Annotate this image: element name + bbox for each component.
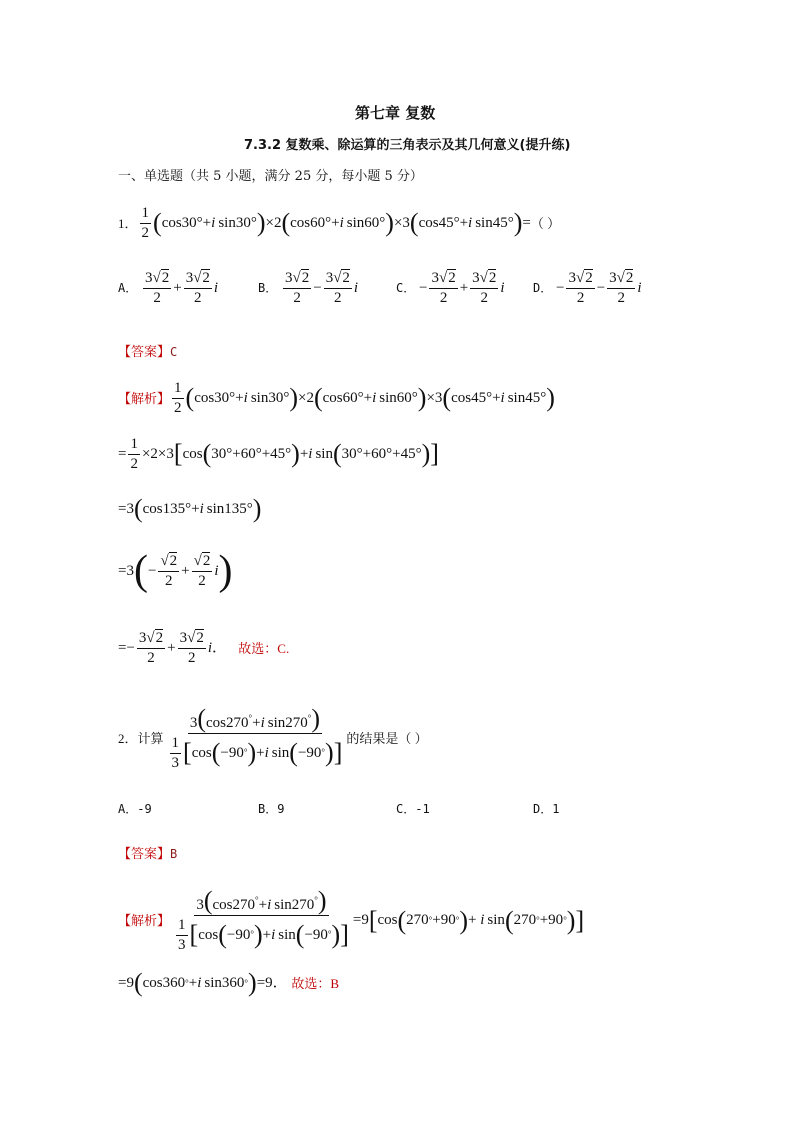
answer-line-1 bbox=[118, 341, 177, 360]
conclusion: 故选：C. bbox=[238, 640, 290, 656]
analysis-line-4: =3 ( − $\frac{√2}{2}$ + $\frac{√2}{2}$ i ) bbox=[118, 548, 233, 594]
answer-blank: （ ） bbox=[530, 215, 561, 231]
question-suffix: 的结果是（ ） bbox=[346, 731, 428, 746]
option-c: C． − $\frac{3√2}{2}$ + $\frac{3√2}{2}$ i bbox=[396, 270, 505, 306]
lesson-subtitle: 7.3.2 复数乘、除运算的三角表示及其几何意义(提升练) bbox=[244, 138, 571, 153]
math-fraction: $\frac{1}{2}$ bbox=[141, 205, 150, 241]
chapter-title: 第七章 复数 bbox=[355, 104, 436, 122]
question-number: 2．计算 bbox=[118, 731, 164, 746]
answer-label: 【答案】 bbox=[118, 847, 171, 862]
question-2 bbox=[118, 706, 428, 771]
option-label: D． bbox=[533, 281, 553, 295]
analysis-line-3: =3 ( cos135°+ i sin135° ) bbox=[118, 494, 262, 523]
analysis-line-5: =− $\frac{3√2}{2}$ + $\frac{3√2}{2}$ i ． 故选：C. bbox=[118, 630, 290, 666]
analysis-line-1: 【解析】 $\frac{1}{2}$ ( cos30°+ i sin30° ) ×2 ( cos60°+ i sin60° ) ×3 ( cos45°+ i sin45° ) bbox=[118, 380, 555, 416]
option-d: D． − $\frac{3√2}{2}$ − $\frac{3√2}{2}$ i bbox=[533, 270, 642, 306]
option-b: B．9 bbox=[258, 802, 285, 816]
option-label: B． bbox=[258, 281, 278, 295]
question-number: 1． bbox=[118, 215, 138, 231]
analysis-label: 【解析】 bbox=[118, 913, 171, 928]
option-label: A． bbox=[118, 281, 138, 295]
math-fraction: 3(cos270°+i sin270°) $\frac{1}{3}$ [ cos ( −90 ° ) + i sin ( −90 ° ) ] bbox=[171, 704, 343, 771]
option-c: C．-1 bbox=[396, 802, 430, 816]
answer-value: C bbox=[170, 345, 178, 359]
option-label: C． bbox=[396, 281, 416, 295]
option-a: A．-9 bbox=[118, 802, 152, 816]
analysis-line-2: = $\frac{1}{2}$ ×2×3 [ cos ( 30°+60°+45° ) + i sin ( 30°+60°+45° ) ] bbox=[118, 436, 439, 472]
analysis-line-6: 【解析】 3(cos270°+i sin270°) $\frac{1}{3}$ [ cos ( −90 ° ) + i sin ( −90 ° ) ] =9 [ cos ( 270 ° +90 ° ) + i sin ( 270 ° +90 ° ) ] bbox=[118, 886, 585, 953]
option-b: B． $\frac{3√2}{2}$ − $\frac{3√2}{2}$ i bbox=[258, 270, 359, 306]
analysis-label: 【解析】 bbox=[118, 390, 171, 406]
answer-value: B bbox=[170, 847, 178, 861]
question-1: 1． $\frac{1}{2}$ ( cos30°+ i sin30° ) ×2 ( cos60°+ i sin60° ) ×3 ( cos45°+ i sin45° ) = （ ） bbox=[118, 205, 561, 241]
option-d: D．1 bbox=[533, 802, 560, 816]
conclusion: 故选：B bbox=[291, 975, 340, 991]
analysis-line-7: =9 ( cos360 ° + i sin360 ° ) =9． 故选：B bbox=[118, 968, 340, 997]
answer-label: 【答案】 bbox=[118, 345, 171, 360]
option-a: A． $\frac{3√2}{2}$ + $\frac{3√2}{2}$ i bbox=[118, 270, 219, 306]
answer-line-2 bbox=[118, 843, 177, 862]
section-heading: 一、单选题（共 5 小题，满分 25 分，每小题 5 分） bbox=[118, 169, 423, 184]
